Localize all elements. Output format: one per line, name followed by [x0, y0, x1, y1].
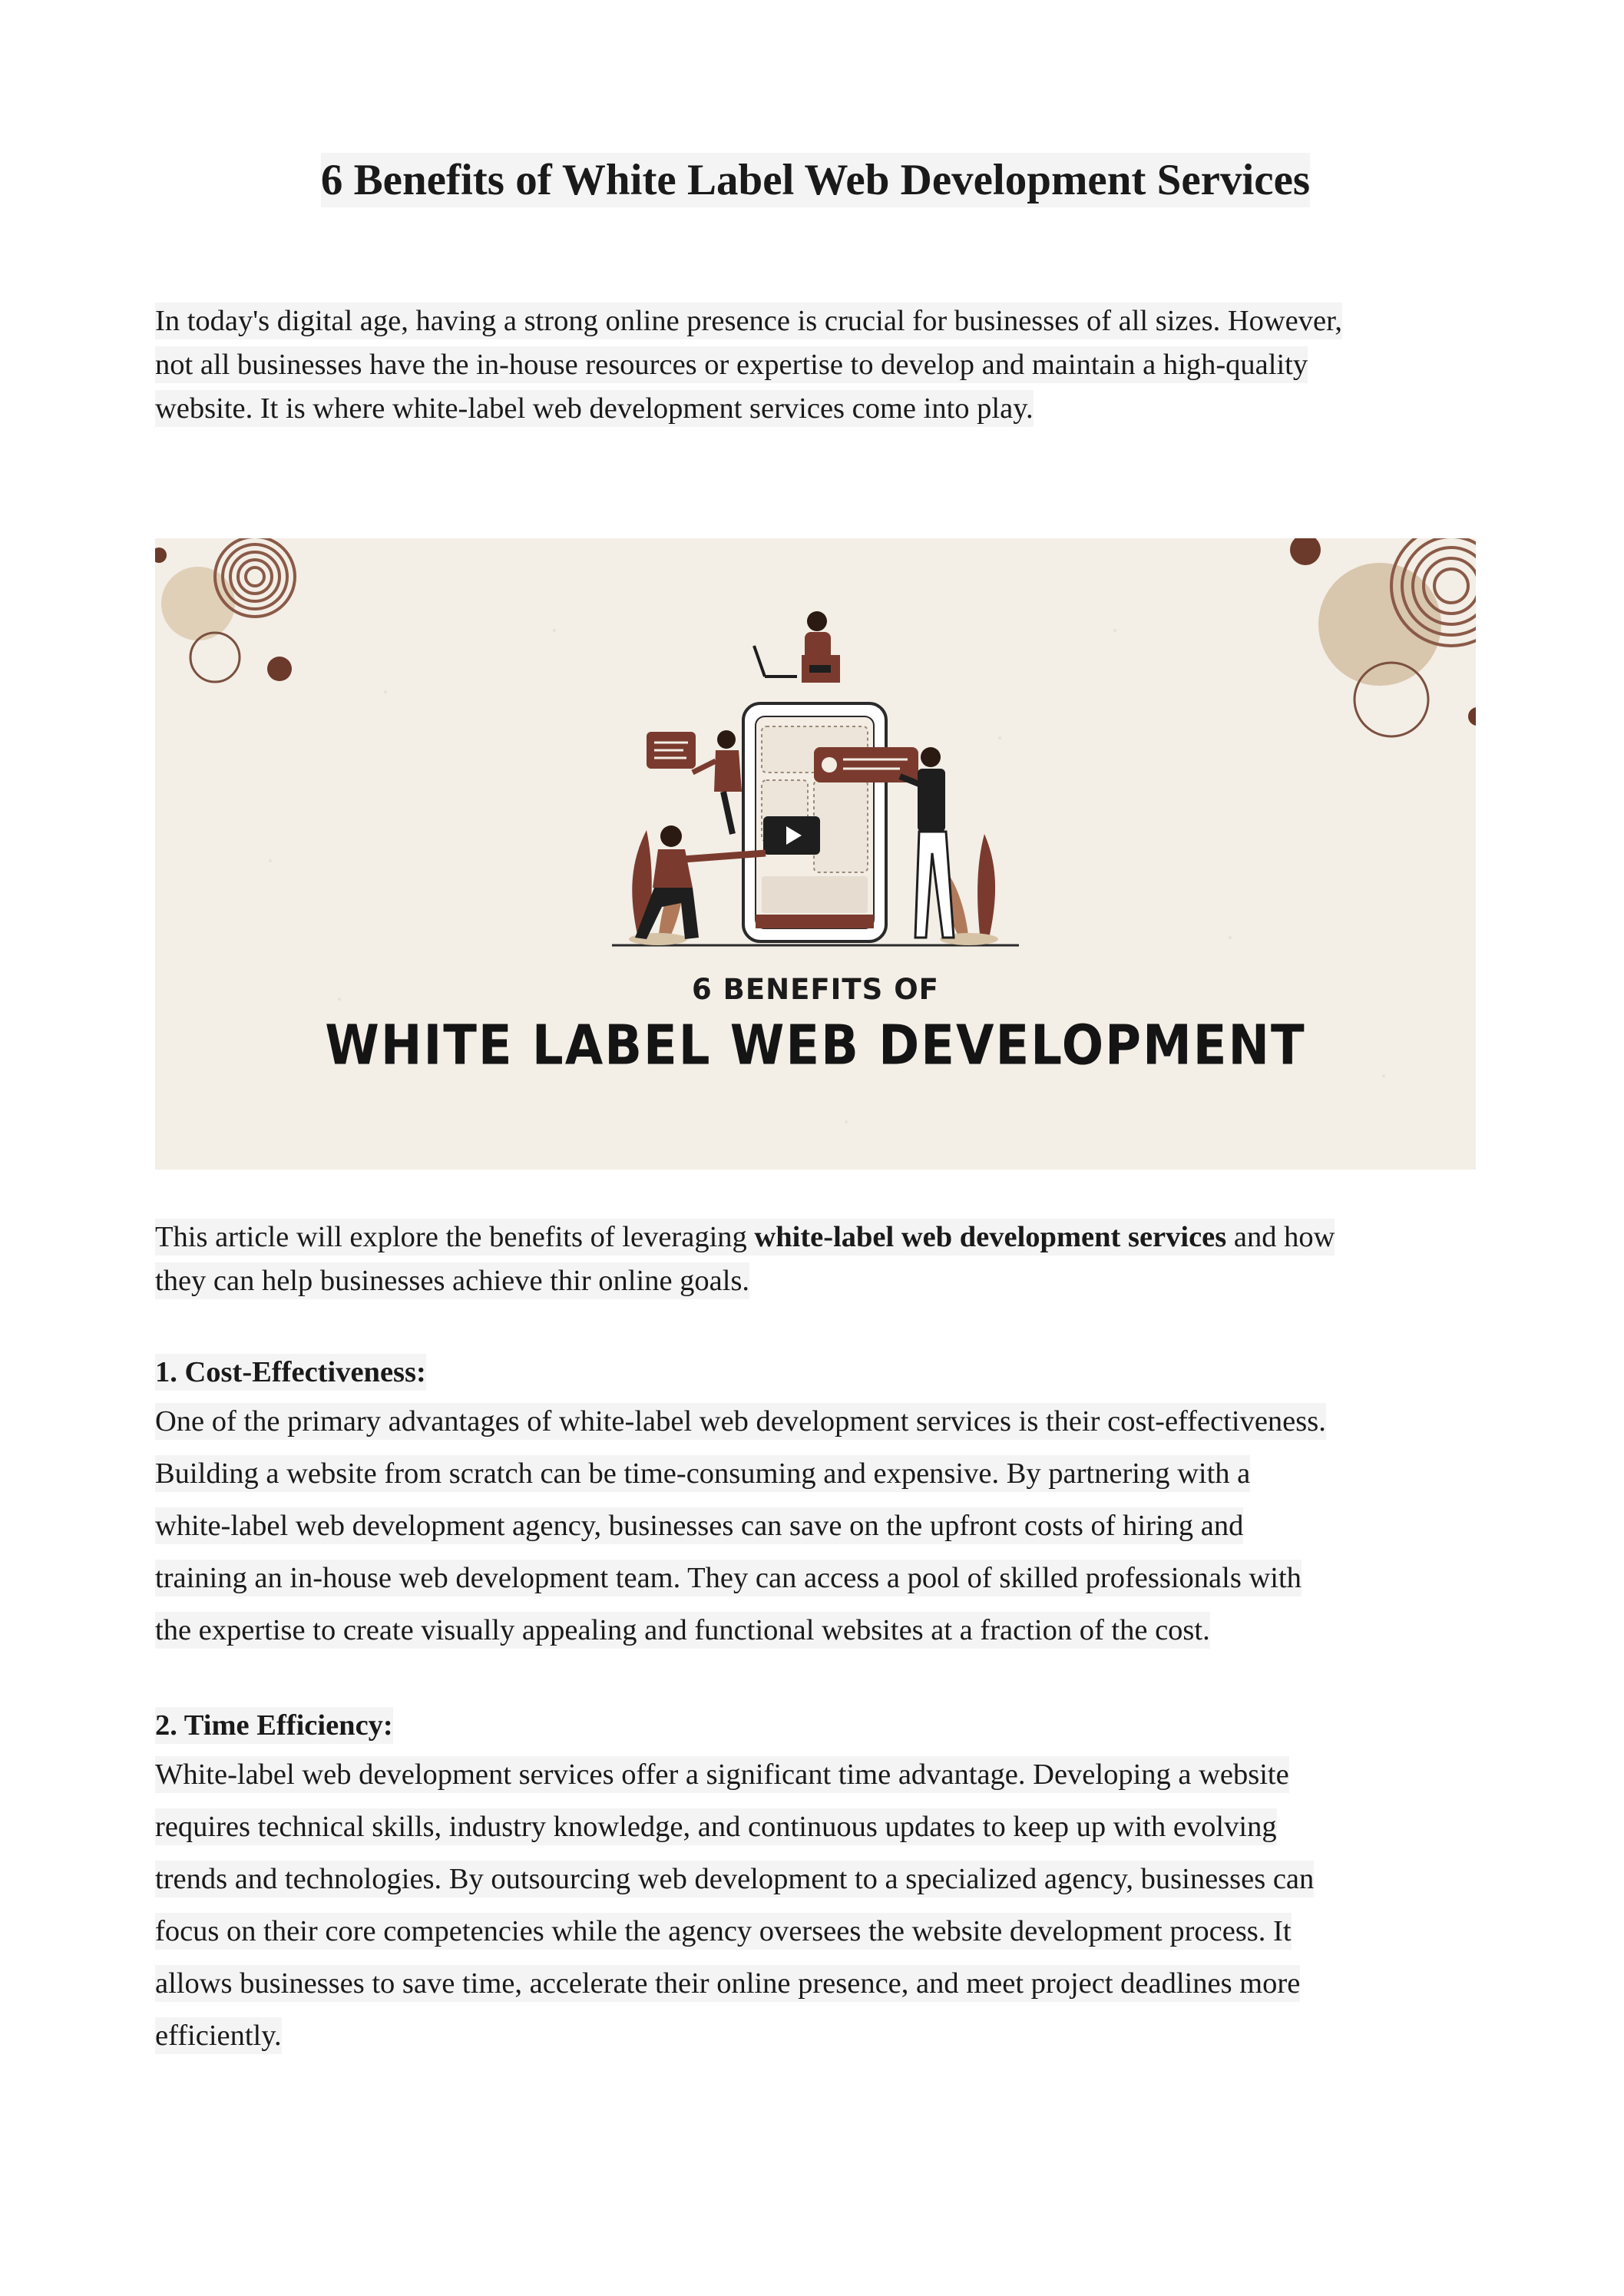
section-heading-text: 2. Time Efficiency:: [155, 1707, 393, 1744]
article-intro-prefix: This article will explore the benefits of leveraging: [155, 1221, 755, 1253]
section-line: [155, 1748, 1476, 1801]
section-heading-text: 1. Cost-Effectiveness:: [155, 1354, 426, 1391]
section-line-text: efficiently.: [155, 2017, 282, 2054]
section-line-text: the expertise to create visually appealing and functional websites at a fraction of the cost.: [155, 1612, 1210, 1649]
person-woman: [693, 730, 742, 834]
section-line: [155, 1801, 1476, 1853]
section-line-text: allows businesses to save time, accelerate their online presence, and meet project deadlines more: [155, 1965, 1300, 2002]
intro-line: [155, 299, 1476, 343]
intro-paragraph: [155, 299, 1476, 431]
article-intro-bold-link-text: white-label web development services: [754, 1221, 1227, 1253]
section-line-text: trends and technologies. By outsourcing web development to a specialized agency, businesses can: [155, 1861, 1314, 1897]
intro-line: [155, 343, 1476, 387]
section-body: [155, 1748, 1476, 2062]
person-laptop: [754, 611, 840, 683]
intro-line-text: not all businesses have the in-house resources or expertise to develop and maintain a high-quality: [155, 346, 1308, 383]
section-line-text: requires technical skills, industry knowledge, and continuous updates to keep up with evolving: [155, 1808, 1277, 1845]
article-intro-line-text: [155, 1219, 1335, 1256]
section-line: [155, 1447, 1476, 1500]
article-intro-suffix: and how: [1226, 1221, 1335, 1253]
article-intro-line: [155, 1216, 1476, 1259]
section-line: [155, 1395, 1476, 1447]
section-line-text: White-label web development services offer a significant time advantage. Developing a website: [155, 1756, 1289, 1793]
banner-illustration: [155, 538, 1476, 1170]
section-line: [155, 2010, 1476, 2062]
section-body: [155, 1395, 1476, 1656]
intro-line-text: website. It is where white-label web development services come into play.: [155, 390, 1034, 427]
section-line: [155, 1604, 1476, 1656]
decor-top-left: [155, 538, 295, 682]
section-line-text: One of the primary advantages of white-label web development services is their cost-effectiveness.: [155, 1403, 1326, 1440]
page-title-text: 6 Benefits of White Label Web Development Services: [321, 153, 1310, 207]
decor-top-right: [1290, 538, 1476, 736]
intro-line-text: In today's digital age, having a strong online presence is crucial for businesses of all sizes. However,: [155, 303, 1342, 339]
article-intro-line: [155, 1259, 1476, 1303]
section-cost-effectiveness: [155, 1349, 1476, 1656]
page-title: [155, 150, 1476, 211]
section-line: [155, 1500, 1476, 1552]
section-heading: [155, 1349, 1476, 1395]
document-page: [155, 150, 1476, 2062]
banner-title: WHITE LABEL WEB DEVELOPMENT: [325, 1014, 1306, 1078]
banner-subtitle: 6 BENEFITS OF: [692, 973, 939, 1006]
intro-line: [155, 387, 1476, 431]
article-intro-paragraph: [155, 1216, 1476, 1303]
section-line-text: training an in-house web development team. They can access a pool of skilled professionals with: [155, 1560, 1302, 1596]
section-line: [155, 1905, 1476, 1957]
section-line: [155, 1853, 1476, 1905]
section-heading: [155, 1702, 1476, 1748]
section-line: [155, 1552, 1476, 1604]
section-line-text: white-label web development agency, businesses can save on the upfront costs of hiring and: [155, 1507, 1243, 1544]
section-time-efficiency: [155, 1702, 1476, 2062]
phone-illustration: [743, 703, 886, 941]
article-intro-line-text: they can help businesses achieve thir online goals.: [155, 1262, 749, 1299]
section-line-text: Building a website from scratch can be time-consuming and expensive. By partnering with a: [155, 1455, 1250, 1492]
section-line: [155, 1957, 1476, 2010]
section-line-text: focus on their core competencies while the agency oversees the website development process. It: [155, 1913, 1292, 1950]
